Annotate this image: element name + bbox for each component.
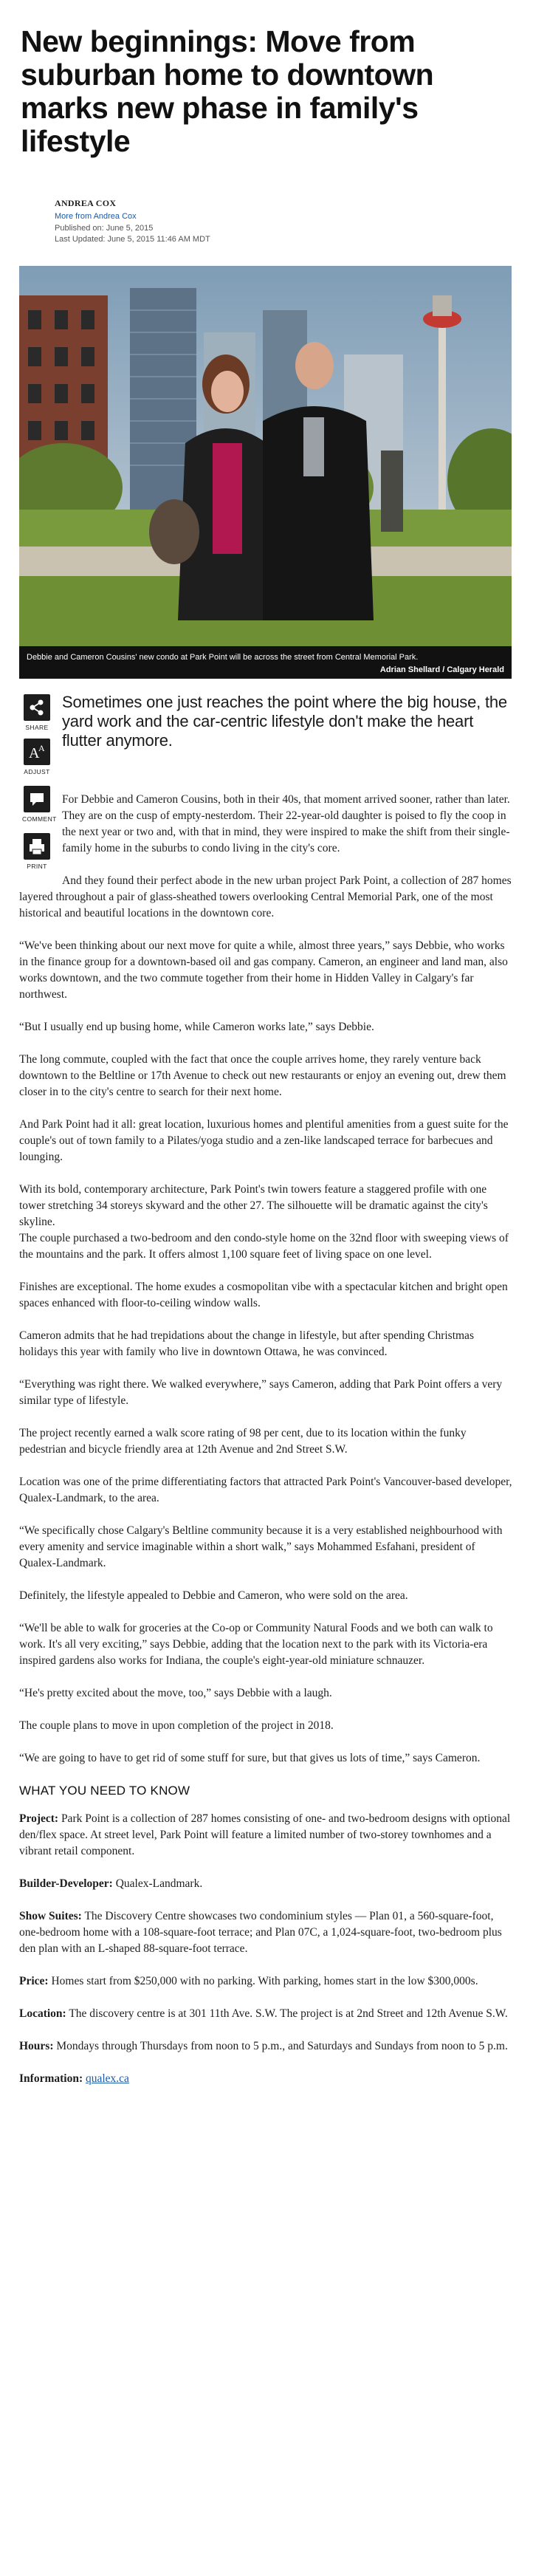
share-label: SHARE bbox=[25, 724, 49, 731]
paragraph: For Debbie and Cameron Cousins, both in their 40s, that moment arrived sooner, rather than later. bbox=[62, 793, 510, 806]
info-label: Information: bbox=[19, 2072, 83, 2085]
published-date: Published on: June 5, 2015 bbox=[55, 224, 154, 233]
info-website-link[interactable]: qualex.ca bbox=[85, 2072, 129, 2085]
paragraph: Cameron admits that he had trepidations about the change in lifestyle, but after spending Christmas holidays this year with family who live in downtown Ottawa, he was convinced. bbox=[19, 1329, 474, 1358]
info-label: Show Suites: bbox=[19, 1910, 82, 1922]
article-headline: New beginnings: Move from suburban home to downtown marks new phase in family's lifestyle bbox=[21, 24, 434, 158]
more-from-author-link[interactable]: More from Andrea Cox bbox=[55, 212, 137, 221]
article-photo bbox=[19, 266, 512, 646]
paragraph: Definitely, the lifestyle appealed to Debbie and Cameron, who were sold on the area. bbox=[19, 1589, 408, 1602]
updated-date: Last Updated: June 5, 2015 11:46 AM MDT bbox=[55, 235, 210, 244]
share-icon bbox=[24, 694, 50, 721]
paragraph: They are on the cusp of empty-nesterdom. Their 22-year-old daughter is poised to fly the coop in the next year or two and, with that in mind, they were inspired to make the shift from their single-family home in the suburbs to condo living in the city's core. bbox=[62, 809, 510, 854]
paragraph: Location was one of the prime differentiating factors that attracted Park Point's Vancouver-based developer, Qualex-Landmark, to the area. bbox=[19, 1476, 512, 1504]
info-text: Mondays through Thursdays from noon to 5 p.m., and Saturdays and Sundays from noon to 5 p.m. bbox=[56, 2040, 508, 2052]
paragraph: “We are going to have to get rid of some stuff for sure, but that gives us lots of time,” says Cameron. bbox=[19, 1752, 481, 1764]
svg-text:A: A bbox=[38, 743, 45, 753]
paragraph: The project recently earned a walk score rating of 98 per cent, due to its location within the funky pedestrian and bicycle friendly area at 12th Avenue and 2nd Street S.W. bbox=[19, 1427, 467, 1456]
info-text: Homes start from $250,000 with no parking. With parking, homes start in the low $300,000s. bbox=[51, 1975, 478, 1987]
paragraph: Finishes are exceptional. The home exudes a cosmopolitan vibe with a spectacular kitchen and bright open spaces enhanced with floor-to-ceiling window walls. bbox=[19, 1281, 508, 1309]
photo-caption: Debbie and Cameron Cousins' new condo at Park Point will be across the street from Central Memorial Park. bbox=[27, 653, 419, 662]
info-label: Builder-Developer: bbox=[19, 1877, 113, 1890]
paragraph: And they found their perfect abode in the new urban project Park Point, a collection of 287 homes layered throughout a pair of glass-sheathed towers overlooking Central Memorial Park, one of the most historical and beautiful locations in the downtown core. bbox=[19, 874, 512, 919]
paragraph: “We specifically chose Calgary's Beltline community because it is a very established neighbourhood with every amenity and service imaginable within a short walk,” says Mohammed Esfahani, president of Qualex-Landmark. bbox=[19, 1524, 503, 1569]
paragraph: “We'll be able to walk for groceries at the Co-op or Community Natural Foods and we both can walk to work. It's all very exciting,” says Debbie, adding that the location next to the park with its Victoria-era inspired gardens also works for Indiana, the couple's eight-year-old miniature schnauzer. bbox=[19, 1622, 493, 1667]
info-text: Qualex-Landmark. bbox=[115, 1877, 203, 1890]
photo-credit: Adrian Shellard / Calgary Herald bbox=[379, 665, 504, 674]
info-text: The discovery centre is at 301 11th Ave. S.W. The project is at 2nd Street and 12th Avenue S.W. bbox=[69, 2007, 508, 2020]
info-label: Hours: bbox=[19, 2040, 54, 2052]
text-size-icon bbox=[24, 739, 50, 765]
paragraph: “Everything was right there. We walked everywhere,” says Cameron, adding that Park Point offers a very similar type of lifestyle. bbox=[19, 1378, 503, 1407]
info-item bbox=[19, 1973, 512, 1990]
info-item bbox=[19, 2038, 512, 2055]
article-deck: Sometimes one just reaches the point where the big house, the yard work and the car-centric lifestyle don't make the heart flutter anymore. bbox=[62, 693, 507, 750]
info-heading: WHAT YOU NEED TO KNOW bbox=[19, 1784, 190, 1798]
paragraph: And Park Point had it all: great location, luxurious homes and plentiful amenities from a guest suite for the couple's out of town family to a Pilates/yoga studio and a zen-like landscaped terrace for barbecues and lounging. bbox=[19, 1118, 509, 1163]
info-text: The Discovery Centre showcases two condominium styles — Plan 01, a 560-square-foot, one-bedroom home with a 108-square-foot terrace; and Plan 07C, a 1,024-square-foot, two-bedroom plus den plan with an L-shaped 88-square-foot terrace. bbox=[19, 1910, 502, 1955]
paragraph: “He's pretty excited about the move, too,” says Debbie with a laugh. bbox=[19, 1687, 332, 1699]
comment-label: COMMENT bbox=[22, 815, 57, 823]
print-label: PRINT bbox=[27, 863, 47, 870]
paragraph: The couple purchased a two-bedroom and den condo-style home on the 32nd floor with sweeping views of the mountains and the park. It offers almost 1,100 square feet of living space on one level. bbox=[19, 1232, 509, 1261]
info-item bbox=[19, 2006, 512, 2022]
adjust-text-button[interactable] bbox=[22, 739, 52, 775]
paragraph: The long commute, coupled with the fact that once the couple arrives home, they rarely venture back downtown to the Beltline or 17th Avenue to check out new restaurants or enjoy an evening out, drew them closer in to the city's centre to search for their next home. bbox=[19, 1053, 506, 1098]
paragraph: “But I usually end up busing home, while Cameron works late,” says Debbie. bbox=[19, 1021, 374, 1033]
article-body bbox=[19, 792, 512, 2103]
info-label: Location: bbox=[19, 2007, 66, 2020]
info-label: Price: bbox=[19, 1975, 49, 1987]
paragraph: The couple plans to move in upon completion of the project in 2018. bbox=[19, 1719, 334, 1732]
paragraph: With its bold, contemporary architecture, Park Point's twin towers feature a staggered profile with one tower stretching 34 storeys skyward and the other 27. The silhouette will be dramatic against the city's skyline. bbox=[19, 1183, 488, 1228]
paragraph: “We've been thinking about our next move for quite a while, almost three years,” says Debbie, who works in the finance group for a downtown-based oil and gas company. Cameron, an engineer and land man, also works downtown, and the two commute together from their home in Hidden Valley in Calgary's far northwest. bbox=[19, 939, 508, 1001]
photo-illustration bbox=[19, 266, 512, 646]
info-item bbox=[19, 1811, 512, 1860]
info-item bbox=[19, 1908, 512, 1957]
info-item bbox=[19, 2071, 512, 2087]
info-label: Project: bbox=[19, 1812, 59, 1825]
info-text: Park Point is a collection of 287 homes consisting of one- and two-bedroom designs with optional den/flex space. At street level, Park Point will feature a limited number of two-storey townhomes and a vibrant retail component. bbox=[19, 1812, 511, 1857]
share-button[interactable] bbox=[22, 694, 52, 731]
byline bbox=[55, 198, 350, 245]
photo-caption-bar bbox=[19, 646, 512, 679]
info-item bbox=[19, 1876, 512, 1892]
adjust-label: ADJUST bbox=[24, 768, 50, 775]
svg-text:A: A bbox=[29, 745, 40, 761]
author-name: ANDREA COX bbox=[55, 198, 117, 208]
